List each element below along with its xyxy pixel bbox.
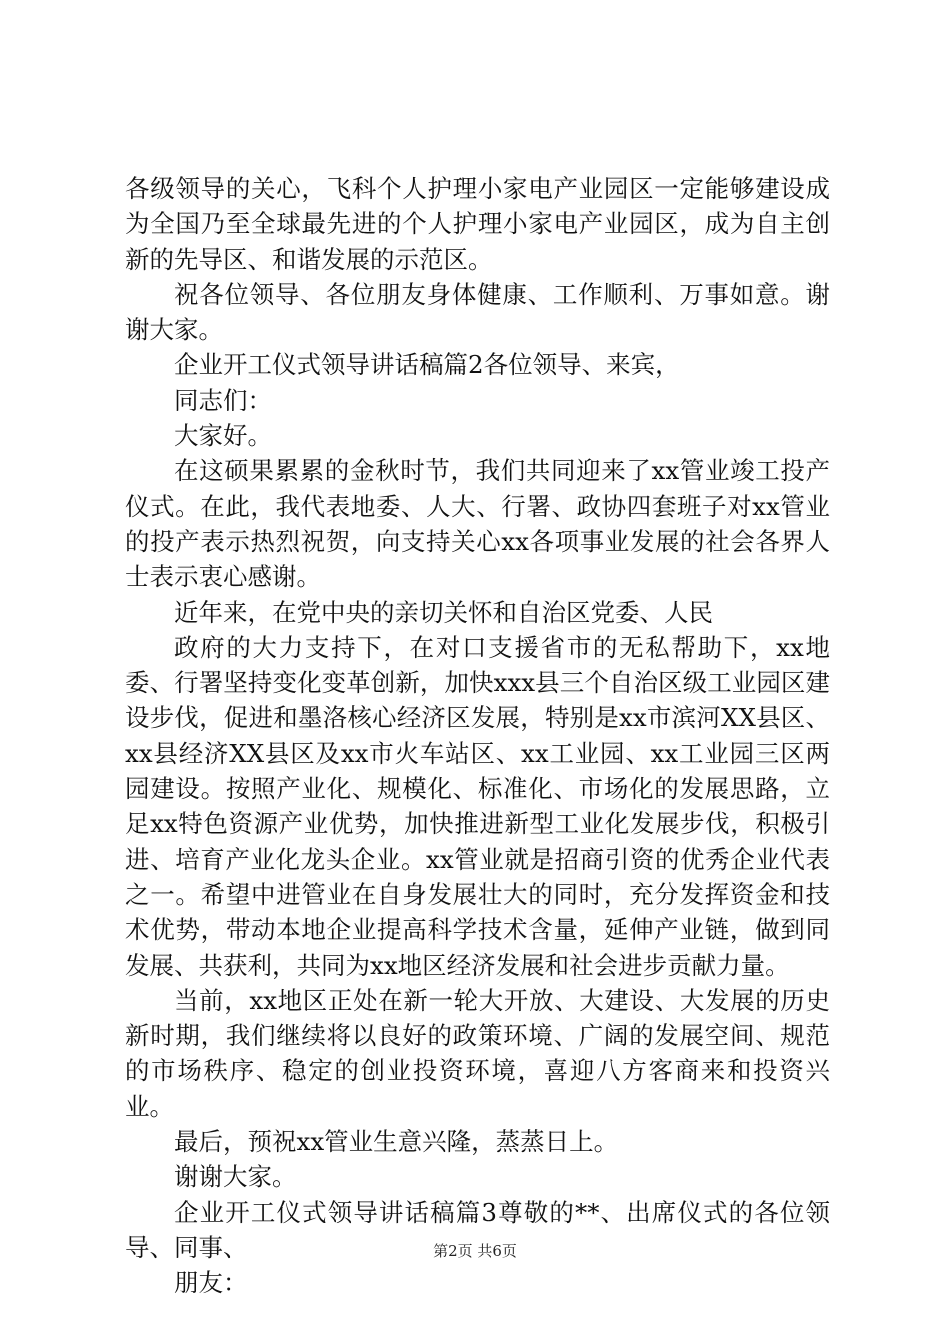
paragraph-12: 企业开工仪式领导讲话稿篇3尊敬的**、出席仪式的各位领导、同事、 (125, 1197, 830, 1262)
paragraph-8: 政府的大力支持下，在对口支援省市的无私帮助下，xx地委、行署坚持变化变革创新，加快xxx县三个自治区级工业园区建设步伐，促进和墨洛核心经济区发展，特别是xx市滨河XX县区、xx县经济XX县区及xx市火车站区、xx工业园、xx工业园三区两园建设。按照产业化、规模化、标准化、市场化的发展思路，立足xx特色资源产业优势，加快推进新型工业化发展步伐，积极引进、培育产业化龙头企业。xx管业就是招商引资的优秀企业代表之一。希望中进管业在自身发展壮大的同时，充分发挥资金和技术优势，带动本地企业提高科学技术含量，延伸产业链，做到同发展、共获利，共同为xx地区经济发展和社会进步贡献力量。 (125, 632, 830, 980)
paragraph-3: 企业开工仪式领导讲话稿篇2各位领导、来宾， (174, 350, 680, 380)
document-body (125, 171, 830, 1301)
paragraph-5: 大家好。 (174, 421, 272, 451)
paragraph-2: 祝各位领导、各位朋友身体健康、工作顺利、万事如意。谢谢大家。 (125, 279, 830, 345)
paragraph-4: 同志们： (174, 385, 272, 415)
paragraph-11: 谢谢大家。 (174, 1162, 297, 1192)
page-footer: 第2页 共6页 (433, 1242, 517, 1260)
paragraph-1: 各级领导的关心，飞科个人护理小家电产业园区一定能够建设成为全国乃至全球最先进的个人护理小家电产业园区，成为自主创新的先导区、和谐发展的示范区。 (125, 174, 830, 274)
paragraph-10: 最后，预祝xx管业生意兴隆，蒸蒸日上。 (174, 1127, 619, 1157)
paragraph-13: 朋友： (174, 1268, 248, 1298)
paragraph-6: 在这硕果累累的金秋时节，我们共同迎来了xx管业竣工投产仪式。在此，我代表地委、人大、行署、政协四套班子对xx管业的投产表示热烈祝贺，向支持关心xx各项事业发展的社会各界人士表示衷心感谢。 (125, 456, 830, 592)
paragraph-9: 当前，xx地区正处在新一轮大开放、大建设、大发展的历史新时期，我们继续将以良好的政策环境、广阔的发展空间、规范的市场秩序、稳定的创业投资环境，喜迎八方客商来和投资兴业。 (125, 985, 830, 1121)
paragraph-7: 近年来，在党中央的亲切关怀和自治区党委、人民 (174, 597, 713, 627)
